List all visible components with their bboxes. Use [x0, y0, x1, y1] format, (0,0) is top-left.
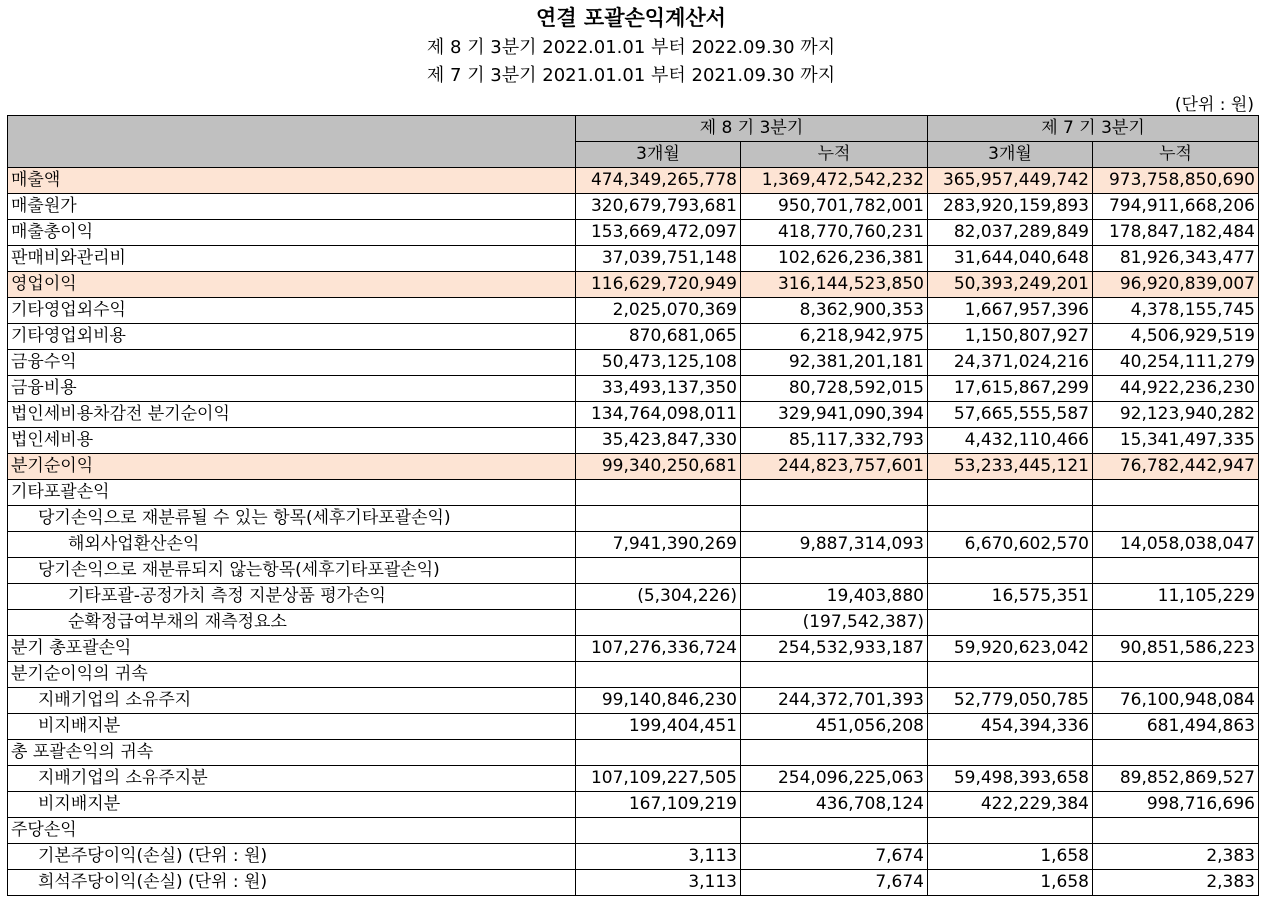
- row-label: 법인세비용차감전 분기순이익: [8, 402, 576, 428]
- table-row: [8, 506, 1259, 532]
- value-cell: [1093, 818, 1259, 844]
- value-cell: [576, 740, 741, 766]
- table-row: [8, 220, 1259, 246]
- value-cell: [928, 558, 1093, 584]
- value-cell: 107,276,336,724: [576, 636, 741, 662]
- table-row: [8, 298, 1259, 324]
- row-label: 비지배지분: [8, 714, 576, 740]
- value-cell: 59,498,393,658: [928, 766, 1093, 792]
- value-cell: 14,058,038,047: [1093, 532, 1259, 558]
- value-cell: 99,140,846,230: [576, 688, 741, 714]
- value-cell: [741, 662, 928, 688]
- value-cell: [928, 506, 1093, 532]
- value-cell: 11,105,229: [1093, 584, 1259, 610]
- value-cell: 422,229,384: [928, 792, 1093, 818]
- value-cell: 90,851,586,223: [1093, 636, 1259, 662]
- value-cell: 37,039,751,148: [576, 246, 741, 272]
- value-cell: 19,403,880: [741, 584, 928, 610]
- value-cell: 3,113: [576, 844, 741, 870]
- value-cell: 436,708,124: [741, 792, 928, 818]
- value-cell: 35,423,847,330: [576, 428, 741, 454]
- value-cell: [576, 558, 741, 584]
- value-cell: [1093, 662, 1259, 688]
- table-row: [8, 610, 1259, 636]
- value-cell: 31,644,040,648: [928, 246, 1093, 272]
- value-cell: (197,542,387): [741, 610, 928, 636]
- value-cell: 254,096,225,063: [741, 766, 928, 792]
- row-label: 당기손익으로 재분류되지 않는항목(세후기타포괄손익): [8, 558, 576, 584]
- value-cell: [1093, 740, 1259, 766]
- table-row: [8, 792, 1259, 818]
- table-row: [8, 454, 1259, 480]
- value-cell: [576, 610, 741, 636]
- value-cell: 76,782,442,947: [1093, 454, 1259, 480]
- row-label: 지배기업의 소유주지분: [8, 766, 576, 792]
- value-cell: [1093, 610, 1259, 636]
- value-cell: 16,575,351: [928, 584, 1093, 610]
- header-period-7: 제 7 기 3분기: [928, 116, 1259, 142]
- value-cell: 6,670,602,570: [928, 532, 1093, 558]
- value-cell: 199,404,451: [576, 714, 741, 740]
- table-row: [8, 584, 1259, 610]
- row-label: 매출액: [8, 168, 576, 194]
- row-label: 기타영업외비용: [8, 324, 576, 350]
- header-period-8: 제 8 기 3분기: [576, 116, 928, 142]
- income-statement-table: [7, 115, 1259, 896]
- value-cell: [576, 480, 741, 506]
- value-cell: 1,658: [928, 870, 1093, 896]
- value-cell: 2,383: [1093, 870, 1259, 896]
- value-cell: 316,144,523,850: [741, 272, 928, 298]
- value-cell: 1,658: [928, 844, 1093, 870]
- row-label: 기타포괄-공정가치 측정 지분상품 평가손익: [8, 584, 576, 610]
- value-cell: 116,629,720,949: [576, 272, 741, 298]
- table-row: [8, 194, 1259, 220]
- period-prior: 제 7 기 3분기 2021.01.01 부터 2021.09.30 까지: [426, 65, 836, 86]
- row-label: 분기 총포괄손익: [8, 636, 576, 662]
- document-title: 연결 포괄손익계산서: [536, 6, 726, 30]
- value-cell: 451,056,208: [741, 714, 928, 740]
- table-row: [8, 740, 1259, 766]
- table-row: [8, 636, 1259, 662]
- value-cell: 254,532,933,187: [741, 636, 928, 662]
- row-label: 순확정급여부채의 재측정요소: [8, 610, 576, 636]
- value-cell: 454,394,336: [928, 714, 1093, 740]
- value-cell: [928, 662, 1093, 688]
- table-row: [8, 844, 1259, 870]
- value-cell: 52,779,050,785: [928, 688, 1093, 714]
- value-cell: 4,506,929,519: [1093, 324, 1259, 350]
- value-cell: 329,941,090,394: [741, 402, 928, 428]
- value-cell: 92,123,940,282: [1093, 402, 1259, 428]
- table-row: [8, 532, 1259, 558]
- value-cell: [741, 506, 928, 532]
- value-cell: 7,941,390,269: [576, 532, 741, 558]
- value-cell: 107,109,227,505: [576, 766, 741, 792]
- row-label: 매출총이익: [8, 220, 576, 246]
- value-cell: 59,920,623,042: [928, 636, 1093, 662]
- table-row: [8, 818, 1259, 844]
- value-cell: 1,150,807,927: [928, 324, 1093, 350]
- value-cell: 1,667,957,396: [928, 298, 1093, 324]
- value-cell: 85,117,332,793: [741, 428, 928, 454]
- value-cell: 244,823,757,601: [741, 454, 928, 480]
- value-cell: [741, 480, 928, 506]
- row-label: 영업이익: [8, 272, 576, 298]
- table-row: [8, 662, 1259, 688]
- value-cell: [928, 740, 1093, 766]
- header-cumulative: 누적: [1093, 142, 1259, 168]
- value-cell: [741, 740, 928, 766]
- row-label: 지배기업의 소유주지: [8, 688, 576, 714]
- value-cell: 50,393,249,201: [928, 272, 1093, 298]
- row-label: 기타영업외수익: [8, 298, 576, 324]
- row-label: 금융비용: [8, 376, 576, 402]
- header-3month: 3개월: [576, 142, 741, 168]
- row-label: 판매비와관리비: [8, 246, 576, 272]
- table-row: [8, 480, 1259, 506]
- value-cell: [1093, 558, 1259, 584]
- value-cell: 870,681,065: [576, 324, 741, 350]
- row-label: 금융수익: [8, 350, 576, 376]
- value-cell: [576, 506, 741, 532]
- value-cell: 794,911,668,206: [1093, 194, 1259, 220]
- value-cell: 82,037,289,849: [928, 220, 1093, 246]
- value-cell: 4,378,155,745: [1093, 298, 1259, 324]
- value-cell: [1093, 506, 1259, 532]
- value-cell: 57,665,555,587: [928, 402, 1093, 428]
- value-cell: (5,304,226): [576, 584, 741, 610]
- row-label: 비지배지분: [8, 792, 576, 818]
- value-cell: 3,113: [576, 870, 741, 896]
- value-cell: 89,852,869,527: [1093, 766, 1259, 792]
- table-row: [8, 324, 1259, 350]
- unit-label: (단위 : 원): [1174, 95, 1254, 115]
- row-label: 분기순이익: [8, 454, 576, 480]
- value-cell: [928, 610, 1093, 636]
- table-row: [8, 402, 1259, 428]
- value-cell: 80,728,592,015: [741, 376, 928, 402]
- value-cell: 50,473,125,108: [576, 350, 741, 376]
- table-row: [8, 870, 1259, 896]
- value-cell: 998,716,696: [1093, 792, 1259, 818]
- value-cell: 53,233,445,121: [928, 454, 1093, 480]
- value-cell: 76,100,948,084: [1093, 688, 1259, 714]
- value-cell: [741, 818, 928, 844]
- value-cell: 474,349,265,778: [576, 168, 741, 194]
- value-cell: [576, 818, 741, 844]
- value-cell: 44,922,236,230: [1093, 376, 1259, 402]
- value-cell: 17,615,867,299: [928, 376, 1093, 402]
- header-blank: [8, 116, 576, 168]
- row-label: 분기순이익의 귀속: [8, 662, 576, 688]
- value-cell: 1,369,472,542,232: [741, 168, 928, 194]
- value-cell: 950,701,782,001: [741, 194, 928, 220]
- value-cell: 283,920,159,893: [928, 194, 1093, 220]
- value-cell: [928, 818, 1093, 844]
- value-cell: 92,381,201,181: [741, 350, 928, 376]
- row-label: 당기손익으로 재분류될 수 있는 항목(세후기타포괄손익): [8, 506, 576, 532]
- row-label: 희석주당이익(손실) (단위 : 원): [8, 870, 576, 896]
- row-label: 법인세비용: [8, 428, 576, 454]
- row-label: 매출원가: [8, 194, 576, 220]
- value-cell: 167,109,219: [576, 792, 741, 818]
- table-row: [8, 688, 1259, 714]
- table-row: [8, 714, 1259, 740]
- value-cell: 2,383: [1093, 844, 1259, 870]
- value-cell: 134,764,098,011: [576, 402, 741, 428]
- table-row: [8, 168, 1259, 194]
- value-cell: 418,770,760,231: [741, 220, 928, 246]
- value-cell: 8,362,900,353: [741, 298, 928, 324]
- table-row: [8, 246, 1259, 272]
- value-cell: 7,674: [741, 844, 928, 870]
- value-cell: [1093, 480, 1259, 506]
- value-cell: 320,679,793,681: [576, 194, 741, 220]
- table-row: [8, 376, 1259, 402]
- value-cell: [741, 558, 928, 584]
- value-cell: 2,025,070,369: [576, 298, 741, 324]
- table-row: [8, 428, 1259, 454]
- value-cell: 102,626,236,381: [741, 246, 928, 272]
- row-label: 기타포괄손익: [8, 480, 576, 506]
- value-cell: [576, 662, 741, 688]
- value-cell: 24,371,024,216: [928, 350, 1093, 376]
- table-row: [8, 558, 1259, 584]
- value-cell: 99,340,250,681: [576, 454, 741, 480]
- value-cell: 40,254,111,279: [1093, 350, 1259, 376]
- row-label: 기본주당이익(손실) (단위 : 원): [8, 844, 576, 870]
- value-cell: 96,920,839,007: [1093, 272, 1259, 298]
- row-label: 주당손익: [8, 818, 576, 844]
- header-3month: 3개월: [928, 142, 1093, 168]
- value-cell: 7,674: [741, 870, 928, 896]
- value-cell: 4,432,110,466: [928, 428, 1093, 454]
- value-cell: 681,494,863: [1093, 714, 1259, 740]
- row-label: 총 포괄손익의 귀속: [8, 740, 576, 766]
- value-cell: 15,341,497,335: [1093, 428, 1259, 454]
- value-cell: 33,493,137,350: [576, 376, 741, 402]
- table-row: [8, 766, 1259, 792]
- table-row: [8, 350, 1259, 376]
- value-cell: 9,887,314,093: [741, 532, 928, 558]
- table-row: [8, 272, 1259, 298]
- value-cell: 6,218,942,975: [741, 324, 928, 350]
- value-cell: 365,957,449,742: [928, 168, 1093, 194]
- period-current: 제 8 기 3분기 2022.01.01 부터 2022.09.30 까지: [426, 37, 836, 58]
- value-cell: 153,669,472,097: [576, 220, 741, 246]
- value-cell: 244,372,701,393: [741, 688, 928, 714]
- value-cell: 81,926,343,477: [1093, 246, 1259, 272]
- value-cell: [928, 480, 1093, 506]
- row-label: 해외사업환산손익: [8, 532, 576, 558]
- header-cumulative: 누적: [741, 142, 928, 168]
- value-cell: 973,758,850,690: [1093, 168, 1259, 194]
- value-cell: 178,847,182,484: [1093, 220, 1259, 246]
